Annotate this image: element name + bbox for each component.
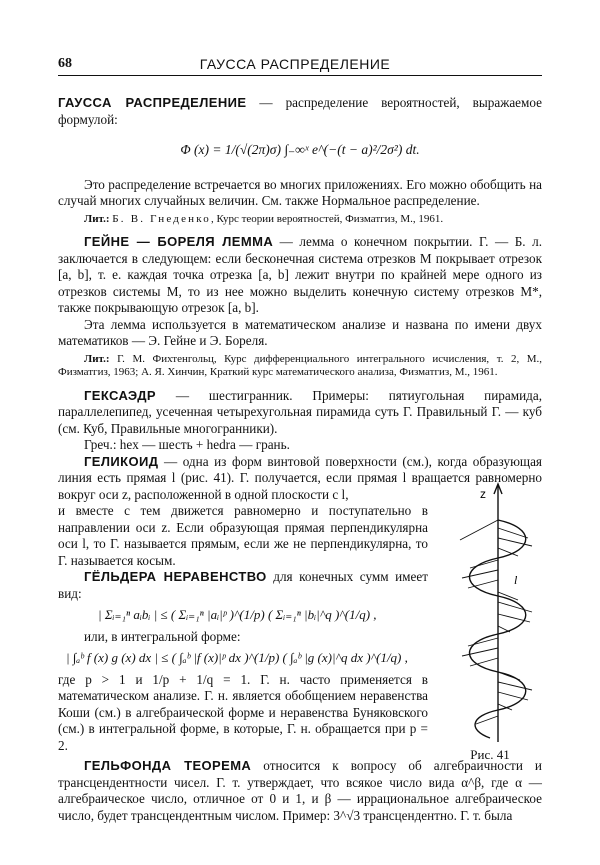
holder-entry: [58, 569, 428, 602]
z-label: z: [480, 487, 486, 501]
hexa-greek: Греч.: hex — шесть + hedra — грань.: [84, 437, 290, 452]
holder-term: ГЁЛЬДЕРА НЕРАВЕНСТВО: [84, 569, 267, 584]
running-title: ГАУССА РАСПРЕДЕЛЕНИЕ: [199, 56, 391, 72]
holder-formula-integral: | ∫ₐᵇ f (x) g (x) dx | ≤ ( ∫ₐᵇ |f (x)|ᵖ dx )^(1/p) ( ∫ₐᵇ |g (x)|^q dx )^(1/q) ,: [66, 650, 408, 665]
gelfond-entry: [58, 758, 542, 824]
heine-literature: [58, 353, 542, 380]
gauss-literature: [58, 213, 542, 227]
holder-mid: или, в интегральной форме:: [84, 628, 241, 644]
holder-block: [58, 569, 428, 754]
running-header: [58, 50, 542, 76]
heine-entry: [58, 234, 542, 317]
gelfond-term: ГЕЛЬФОНДА ТЕОРЕМА: [84, 758, 252, 773]
hexa-text: — шестигранник. Примеры: пятиугольная пирамида, параллелепипед, усеченная четырехугольная пирамида суть Г. Правильный Г. — куб (см. Куб, Правильные многогранники).: [58, 387, 542, 436]
gauss-formula: Φ (x) = 1/(√(2π)σ) ∫₋∞ˣ e^(−(t − a)²/2σ²) dt.: [180, 142, 420, 157]
gauss-text: Это распределение встречается во многих приложениях. Его можно обобщить на случай многих случайных величин. См. также Нормальное распределение.: [58, 176, 542, 208]
holder-text: где p > 1 и 1/p + 1/q = 1. Г. н. часто применяется в математическом анализе. Г. н. является обобщением неравенства Коши (см.) в алгебраической форме и неравенства Буняковского (см.) в интегральной форме, в которые, Г. н. обращается при p = 2.: [58, 671, 428, 753]
l-label: l: [514, 573, 518, 587]
heine-text: — лемма о конечном покрытии. Г. — Б. л. заключается в следующем: если бесконечная система отрезков M покрывает отрезок [a, b], т. е. каждая точка отрезка [a, b] лежит внутри по крайней мере одного из отрезков системы M, то из нее можно выделить конечную систему отрезков M*, также покрывающую отрезок [a, b].: [58, 234, 543, 315]
hexa-entry: [58, 388, 542, 438]
helicoid-text2: и вместе с тем движется равномерно и поступательно в направлении оси z. Если образующая прямая перпендикулярна оси l, то Г. называется прямым, если же не перпендикулярна, то Г. называется косым.: [58, 503, 428, 568]
lit-label: Лит.:: [84, 212, 110, 225]
hexa-term: ГЕКСАЭДР: [84, 387, 156, 403]
gauss-lit-author: Б. В. Гнеденко: [112, 212, 211, 225]
gauss-lit-rest: , Курс теории вероятностей, Физматгиз, М., 1961.: [210, 212, 444, 225]
helicoid-term: ГЕЛИКОИД: [84, 453, 159, 469]
lit-label: Лит.:: [84, 352, 110, 365]
holder-formula-sum: | Σᵢ₌₁ⁿ aᵢbᵢ | ≤ ( Σᵢ₌₁ⁿ |aᵢ|ᵖ )^(1/p) ( Σᵢ₌₁ⁿ |bᵢ|^q )^(1/q) ,: [98, 607, 377, 622]
holder-intro: для конечных сумм имеет вид:: [58, 569, 428, 601]
heine-lit-text: Г. М. Фихтенгольц, Курс дифференциального интегрального исчисления, т. 2, М., Физматгиз, 1963; А. Я. Хинчин, Краткий курс математического анализа, Физматгиз, М., 1961.: [58, 352, 543, 378]
figure-caption: Рис. 41: [470, 747, 510, 762]
gauss-def: — распределение вероятностей, выражаемое формулой:: [58, 95, 542, 127]
heine-term: ГЕЙНЕ — БОРЕЛЯ ЛЕММА: [84, 234, 274, 249]
helicoid-text1: — одна из форм винтовой поверхности (см.), когда образующая линия есть прямая l (рис. 41). Г. получается, если прямая l вращается равномерно вокруг оси z, расположенной в одной плоскости с l,: [58, 453, 542, 502]
helicoid-figure: [440, 480, 540, 755]
gelfond-text: относится к вопросу об алгебраичности и трансцендентности чисел. Г. т. утверждает, что всякое число вида α^β, где α — алгебраическое число, отличное от 0 и 1, и β — иррациональное алгебраическое число, будет трансцендентным числом. Пример: 3^√3 трансцендентно. Г. т. была: [58, 758, 542, 823]
gauss-entry: [58, 95, 542, 128]
heine-text2: Эта лемма используется в математическом анализе и названа по имени двух математиков — Э. Гейне и Э. Бореля.: [58, 316, 542, 348]
page-number: 68: [58, 56, 72, 71]
gauss-term: ГАУССА РАСПРЕДЕЛЕНИЕ: [58, 95, 247, 110]
